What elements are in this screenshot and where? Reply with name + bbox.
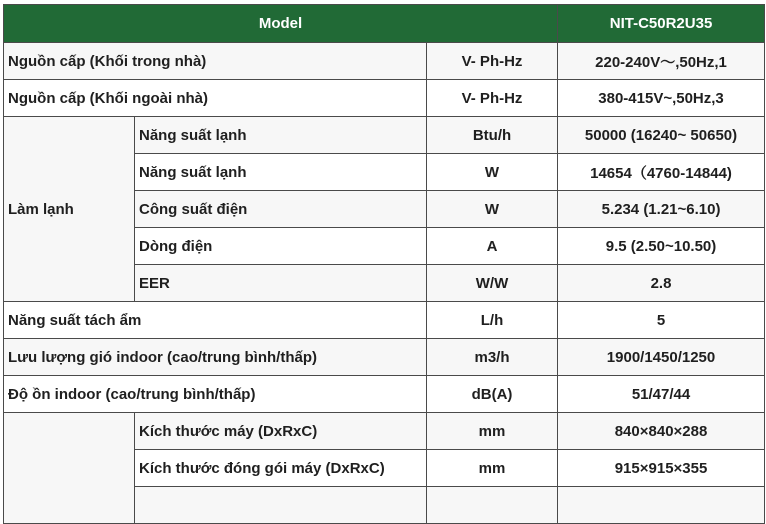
spec-value: 50000 (16240~ 50650) [558,117,765,154]
spec-unit: mm [427,413,558,450]
table-row [4,302,765,339]
spec-unit: mm [427,450,558,487]
spec-value: 220-240V～,50Hz,1 [558,43,765,80]
spec-label: Nguồn cấp (Khối trong nhà) [4,43,427,80]
table-row [4,80,765,117]
table-row [4,117,765,154]
spec-unit: W [427,154,558,191]
table-row [4,413,765,450]
header-row [4,5,765,43]
spec-label: EER [135,265,427,302]
spec-unit: m3/h [427,339,558,376]
spec-value: 840×840×288 [558,413,765,450]
spec-value: 2.8 [558,265,765,302]
spec-label: Nguồn cấp (Khối ngoài nhà) [4,80,427,117]
dimensions-group-label [4,413,135,524]
spec-unit: V- Ph-Hz [427,80,558,117]
spec-label: Kích thước máy (DxRxC) [135,413,427,450]
table-row [4,376,765,413]
spec-value: 9.5 (2.50~10.50) [558,228,765,265]
spec-label: Năng suất lạnh [135,117,427,154]
spec-label: Năng suất tách ẩm [4,302,427,339]
spec-unit: L/h [427,302,558,339]
spec-unit: W [427,191,558,228]
model-label: Model [4,5,558,43]
spec-table [3,4,765,524]
table-row [4,339,765,376]
spec-value: 915×915×355 [558,450,765,487]
spec-label: Kích thước đóng gói máy (DxRxC) [135,450,427,487]
spec-label: Độ ồn indoor (cao/trung bình/thấp) [4,376,427,413]
spec-unit: dB(A) [427,376,558,413]
spec-label: Năng suất lạnh [135,154,427,191]
spec-value: 1900/1450/1250 [558,339,765,376]
spec-value: 14654（4760-14844) [558,154,765,191]
table-row [4,43,765,80]
spec-value: 51/47/44 [558,376,765,413]
cooling-group-label: Làm lạnh [4,117,135,302]
spec-value: 380-415V~,50Hz,3 [558,80,765,117]
spec-label: Lưu lượng gió indoor (cao/trung bình/thấp) [4,339,427,376]
spec-unit: W/W [427,265,558,302]
spec-label: Công suất điện [135,191,427,228]
spec-value: 5.234 (1.21~6.10) [558,191,765,228]
spec-value: 5 [558,302,765,339]
spec-label: Dòng điện [135,228,427,265]
spec-unit: A [427,228,558,265]
model-value: NIT-C50R2U35 [558,5,765,43]
spec-unit: V- Ph-Hz [427,43,558,80]
spec-unit: Btu/h [427,117,558,154]
